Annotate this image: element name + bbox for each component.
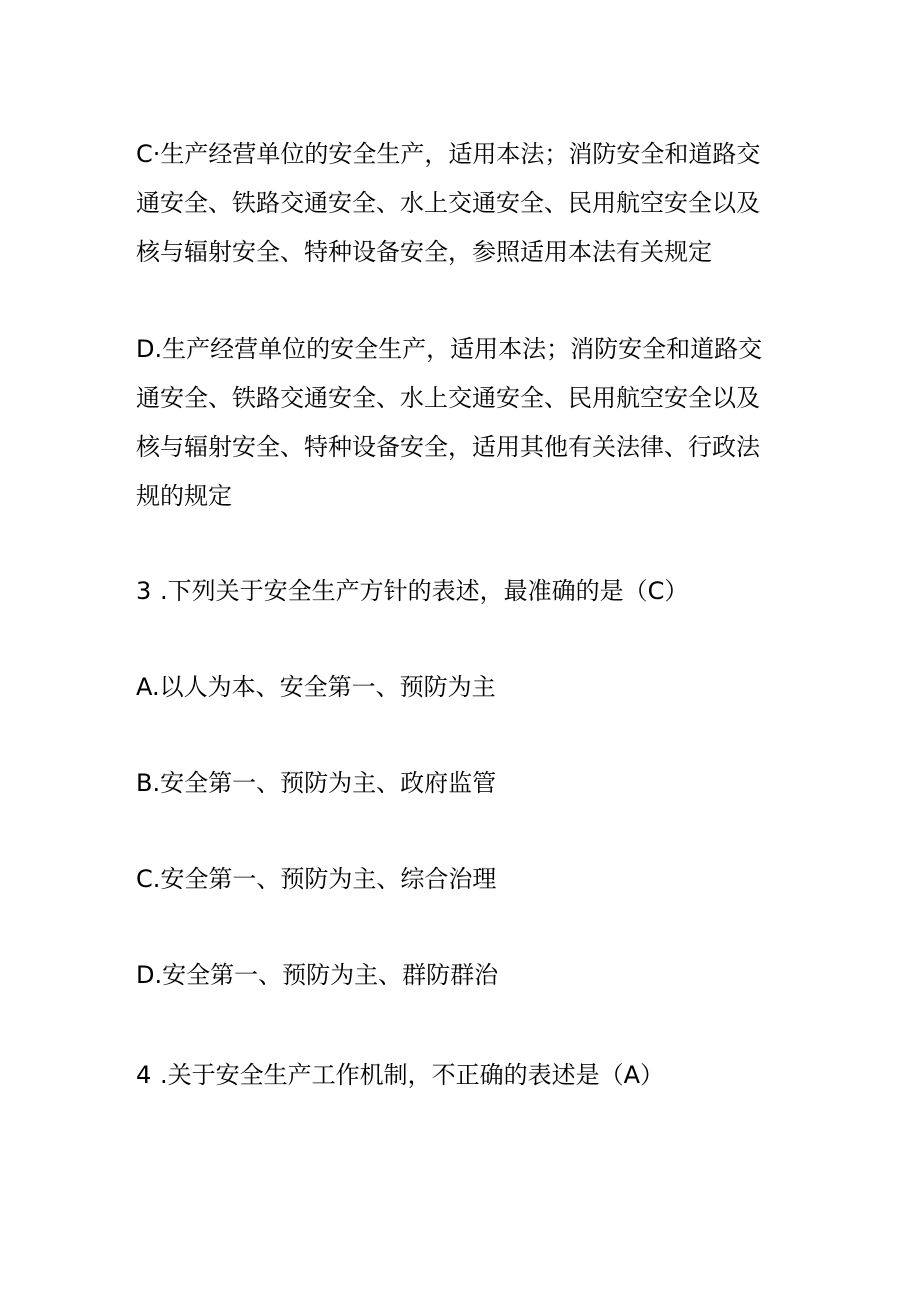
question-3-option-c bbox=[136, 855, 796, 904]
question-text: .关于安全生产工作机制，不正确的表述是（A） bbox=[160, 1061, 665, 1089]
question-4-stem bbox=[136, 1051, 796, 1100]
text-line: 通安全、铁路交通安全、水上交通安全、民用航空安全以及 bbox=[136, 384, 760, 412]
text-line: 核与辐射安全、特种设备安全，适用其他有关法律、行政法 bbox=[136, 433, 760, 461]
question-text: .下列关于安全生产方针的表述，最准确的是（C） bbox=[160, 577, 689, 605]
text-line: 规的规定 bbox=[136, 482, 232, 510]
text-line: D.生产经营单位的安全生产，适用本法；消防安全和道路交 bbox=[136, 335, 763, 363]
question-3-option-b bbox=[136, 759, 796, 808]
option-text: C.安全第一、预防为主、综合治理 bbox=[136, 865, 497, 893]
text-line: 核与辐射安全、特种设备安全，参照适用本法有关规定 bbox=[136, 238, 712, 266]
question-number: 4 bbox=[136, 1061, 152, 1089]
text-line: C·生产经营单位的安全生产，适用本法；消防安全和道路交 bbox=[136, 140, 761, 168]
question-number: 3 bbox=[136, 577, 152, 605]
option-d-previous-question bbox=[136, 325, 796, 521]
question-3-option-d bbox=[136, 951, 796, 1000]
question-3-stem bbox=[136, 567, 796, 616]
option-text: D.安全第一、预防为主、群防群治 bbox=[136, 961, 499, 989]
question-3-option-a bbox=[136, 663, 796, 712]
option-c-previous-question bbox=[136, 130, 796, 277]
option-text: A.以人为本、安全第一、预防为主 bbox=[136, 673, 496, 701]
text-line: 通安全、铁路交通安全、水上交通安全、民用航空安全以及 bbox=[136, 189, 760, 217]
option-text: B.安全第一、预防为主、政府监管 bbox=[136, 769, 497, 797]
